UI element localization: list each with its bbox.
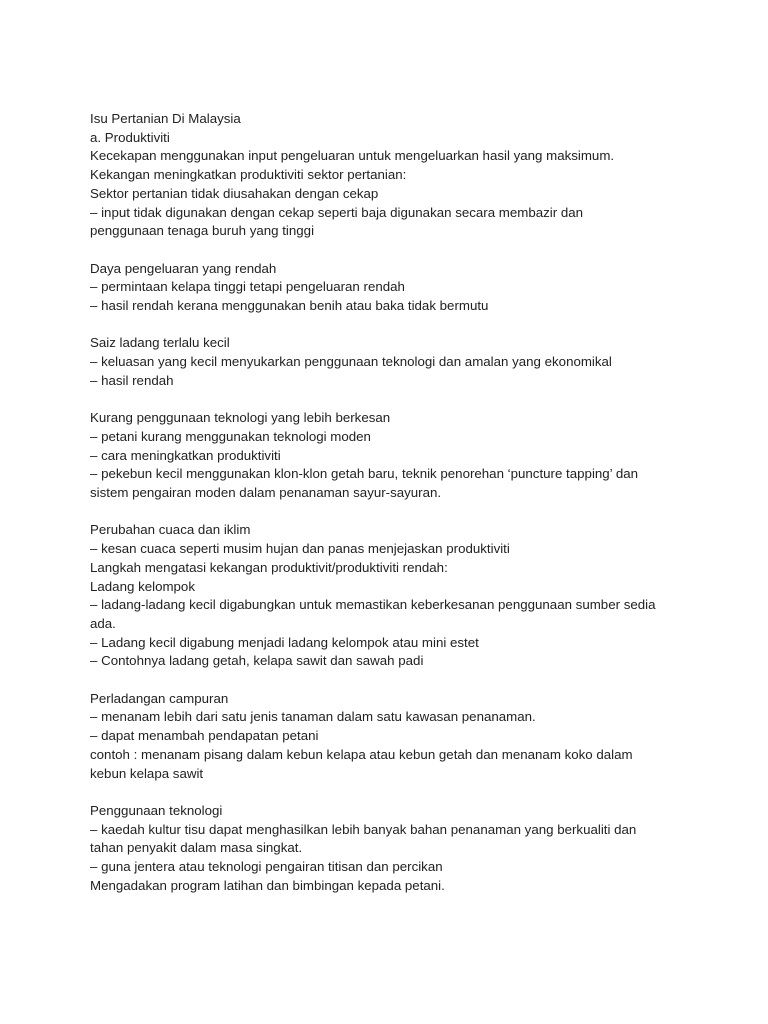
text-line: – permintaan kelapa tinggi tetapi pengeluaran rendah bbox=[90, 279, 405, 295]
paragraph-gap bbox=[90, 316, 690, 335]
text-line: – input tidak digunakan dengan cekap seperti baja digunakan secara membazir dan bbox=[90, 204, 584, 220]
text-line: Sektor pertanian tidak diusahakan dengan cekap bbox=[90, 185, 379, 201]
paragraph-gap bbox=[90, 783, 690, 802]
text-line: ada. bbox=[90, 615, 116, 631]
text-line: a. Produktiviti bbox=[90, 129, 170, 145]
text-line: Kecekapan menggunakan input pengeluaran untuk mengeluarkan hasil yang maksimum. bbox=[90, 148, 615, 164]
paragraph-gap bbox=[90, 671, 690, 690]
text-line: Perladangan campuran bbox=[90, 690, 229, 706]
text-line: Penggunaan teknologi bbox=[90, 802, 223, 818]
text-line: – keluasan yang kecil menyukarkan penggunaan teknologi dan amalan yang ekonomikal bbox=[90, 354, 612, 370]
text-line: kebun kelapa sawit bbox=[90, 765, 204, 781]
text-line: – Ladang kecil digabung menjadi ladang kelompok atau mini estet bbox=[90, 634, 479, 650]
text-line: Ladang kelompok bbox=[90, 578, 195, 594]
text-line: – kesan cuaca seperti musim hujan dan panas menjejaskan produktiviti bbox=[90, 541, 510, 557]
text-line: – menanam lebih dari satu jenis tanaman dalam satu kawasan penanaman. bbox=[90, 709, 536, 725]
text-line: Perubahan cuaca dan iklim bbox=[90, 522, 251, 538]
text-line: Langkah mengatasi kekangan produktivit/produktiviti rendah: bbox=[90, 559, 448, 575]
document-body bbox=[90, 110, 690, 895]
text-line: – kaedah kultur tisu dapat menghasilkan lebih banyak bahan penanaman yang berkualiti dan bbox=[90, 821, 637, 837]
text-line: – dapat menambah pendapatan petani bbox=[90, 728, 319, 744]
text-line: – petani kurang menggunakan teknologi moden bbox=[90, 428, 371, 444]
text-line: Kekangan meningkatkan produktiviti sektor pertanian: bbox=[90, 167, 407, 183]
text-line: – Contohnya ladang getah, kelapa sawit dan sawah padi bbox=[90, 653, 424, 669]
text-line: Kurang penggunaan teknologi yang lebih berkesan bbox=[90, 410, 391, 426]
text-line: – pekebun kecil menggunakan klon-klon getah baru, teknik penorehan ‘puncture tapping’ dan bbox=[90, 466, 639, 482]
text-line: – hasil rendah bbox=[90, 372, 174, 388]
text-line: tahan penyakit dalam masa singkat. bbox=[90, 840, 303, 856]
text-line: contoh : menanam pisang dalam kebun kelapa atau kebun getah dan menanam koko dalam bbox=[90, 746, 633, 762]
text-line: Saiz ladang terlalu kecil bbox=[90, 335, 230, 351]
text-line: penggunaan tenaga buruh yang tinggi bbox=[90, 223, 315, 239]
paragraph-gap bbox=[90, 241, 690, 260]
text-line: Mengadakan program latihan dan bimbingan kepada petani. bbox=[90, 877, 445, 893]
text-line: sistem pengairan moden dalam penanaman sayur-sayuran. bbox=[90, 485, 442, 501]
paragraph-gap bbox=[90, 391, 690, 410]
text-line: – guna jentera atau teknologi pengairan titisan dan percikan bbox=[90, 859, 443, 875]
text-line: – ladang-ladang kecil digabungkan untuk memastikan keberkesanan penggunaan sumber sedia bbox=[90, 597, 656, 613]
text-line: – cara meningkatkan produktiviti bbox=[90, 447, 281, 463]
text-line: Isu Pertanian Di Malaysia bbox=[90, 111, 241, 126]
paragraph-gap bbox=[90, 503, 690, 522]
text-line: – hasil rendah kerana menggunakan benih atau baka tidak bermutu bbox=[90, 298, 489, 314]
text-line: Daya pengeluaran yang rendah bbox=[90, 260, 277, 276]
